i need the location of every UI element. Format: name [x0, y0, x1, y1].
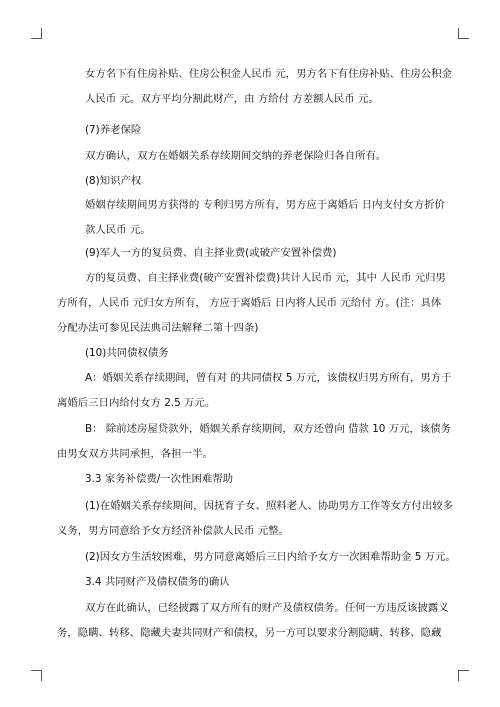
text-line: 义务，男方同意给予女方经济补偿款人民币 元整。	[57, 525, 289, 537]
text-line: 款人民币 元。	[85, 224, 151, 236]
text-line: B： 除前述房屋贷款外，婚姻关系存续期间，双方还曾向 借款 10 万元，该债务	[85, 423, 452, 435]
text-line: 女方名下有住房补贴、住房公积金人民币 元，男方名下有住房补贴、住房公积金	[85, 68, 452, 80]
text-line: 由男女双方共同承担，各担一半。	[57, 448, 213, 460]
paragraph-intellectual-property	[57, 193, 443, 243]
text-line: 双方确认，双方在婚姻关系存续期间交纳的养老保险归各自所有。	[85, 150, 387, 162]
crop-mark-top-left	[31, 28, 42, 39]
heading-housework-compensation	[57, 467, 443, 492]
heading-text: 3.4 共同财产及债权债务的确认	[85, 576, 230, 588]
crop-mark-bottom-left	[31, 670, 42, 681]
heading-intellectual-property	[57, 169, 443, 194]
paragraph-housework-compensation	[57, 494, 453, 544]
paragraph-asset-confirmation	[57, 596, 449, 646]
text-line: 婚姻存续期间男方获得的 专利归男方所有，男方应于离婚后 日内支付女方折价	[85, 199, 445, 211]
heading-military-fees	[57, 241, 443, 266]
heading-asset-confirmation	[57, 570, 443, 595]
text-line: 离婚后三日内给付女方 2.5 万元。	[57, 397, 216, 409]
text-line: 双方在此确认，已经披露了双方所有的财产及债权债务。任何一方违反该披露义	[85, 602, 449, 614]
heading-text: (10)共同债权债务	[85, 347, 169, 359]
paragraph-debt-a	[57, 366, 452, 416]
heading-joint-debts	[57, 341, 443, 366]
text-line: 人民币 元。双方平均分割此财产，由 方给付 方差额人民币 元。	[85, 93, 379, 105]
paragraph-debt-b	[57, 417, 452, 467]
text-line: 方的复员费、自主择业费(破产安置补偿费)共计人民币 元，其中 人民币 元归男	[85, 272, 446, 284]
text-line: A：婚姻关系存续期间，曾有对 的共同债权 5 万元，该债权归男方所有，男方于	[85, 372, 452, 384]
heading-text: 3.3 家务补偿费/一次性困难帮助	[85, 473, 234, 485]
paragraph-housing-fund	[57, 62, 452, 112]
text-line: 方所有，人民币 元归女方所有， 方应于离婚后 日内将人民币 元给付 方。(注：具体	[57, 297, 442, 309]
text-line: 分配办法可参见民法典司法解释二第十四条)	[57, 322, 259, 334]
heading-text: (9)军人一方的复员费、自主择业费(或破产安置补偿费)	[85, 247, 337, 259]
paragraph-pension	[57, 144, 443, 169]
crop-mark-top-right	[458, 28, 469, 39]
text-line: (2)因女方生活较困难，男方同意离婚后三日内给予女方一次困难帮助金 5 万元。	[85, 551, 456, 563]
text-line: (1)在婚姻关系存续期间，因抚育子女、照料老人、协助男方工作等女方付出较多	[85, 500, 453, 512]
heading-text: (7)养老保险	[85, 124, 142, 136]
crop-mark-bottom-right	[458, 670, 469, 681]
paragraph-hardship-aid	[57, 545, 456, 570]
paragraph-military-fees	[57, 266, 446, 341]
heading-text: (8)知识产权	[85, 175, 142, 187]
text-line: 务，隐瞒、转移、隐藏夫妻共同财产和债权，另一方可以要求分割隐瞒、转移、隐藏	[57, 627, 442, 639]
heading-pension	[57, 118, 443, 143]
